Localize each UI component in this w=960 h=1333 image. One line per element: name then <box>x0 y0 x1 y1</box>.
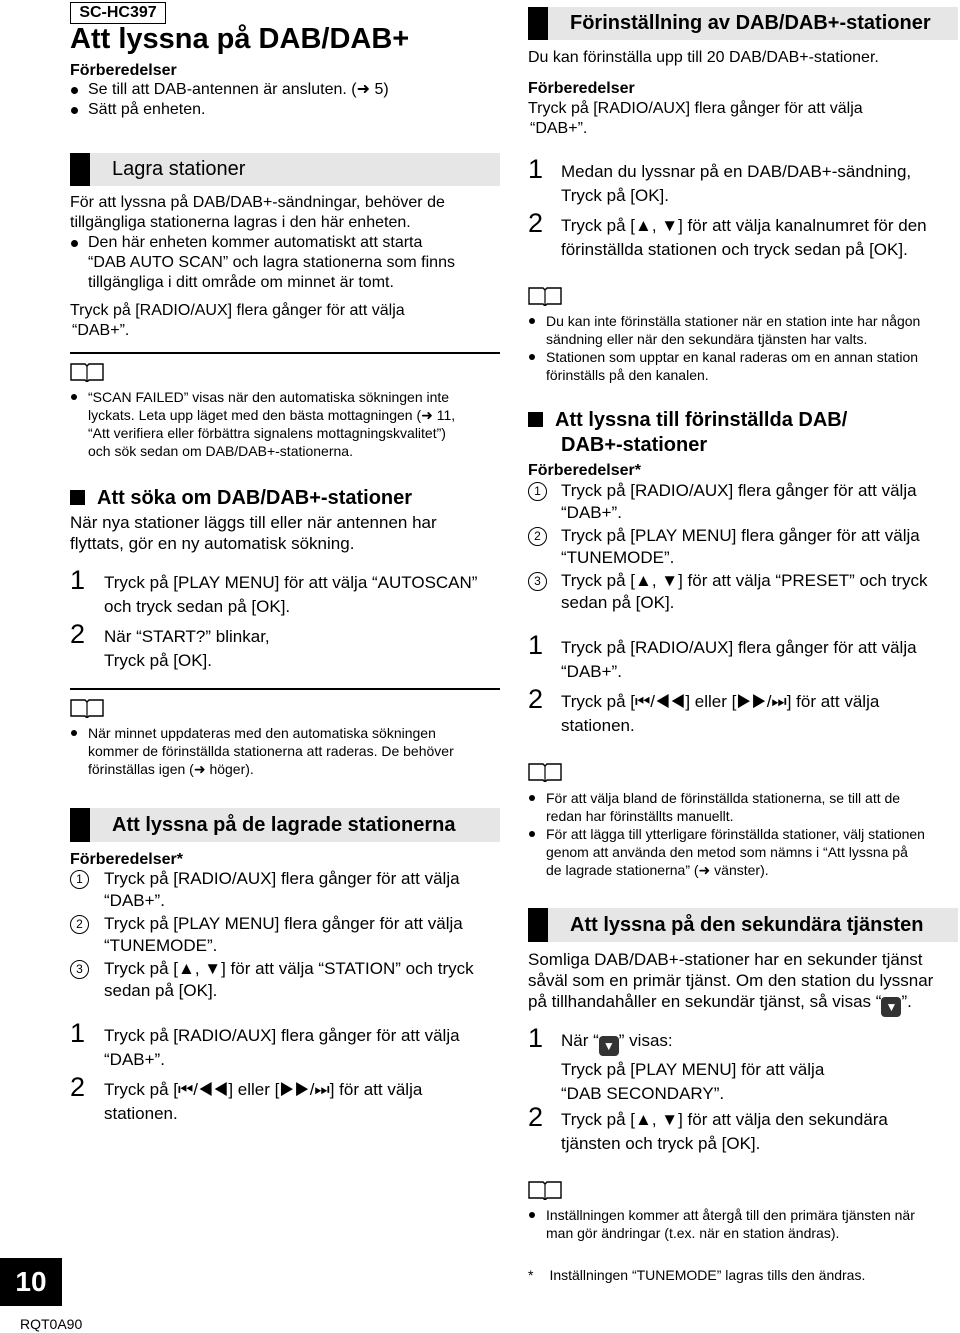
note-book-icon <box>528 286 562 306</box>
step-text: Tryck på [RADIO/AUX] flera gånger för att välja “DAB+”. <box>561 638 917 681</box>
square-bullet-icon <box>70 490 85 505</box>
prep-title: Förberedelser* <box>70 851 183 868</box>
text-line: flyttats, gör en ny automatisk sökning. <box>70 534 355 553</box>
step-number: 2 <box>70 1072 86 1102</box>
step-text: Tryck på [⏮/◀◀] eller [▶▶/⏭] för att välja stationen. <box>104 1080 423 1123</box>
forinst-intro: Du kan förinställa upp till 20 DAB/DAB+-stationer. Förberedelser Tryck på [RADIO/AUX] flera gånger för att välja “DAB+”. <box>528 49 879 137</box>
note-book-icon <box>528 762 562 782</box>
text-line: “DAB+”. <box>72 322 130 339</box>
text-line: För att lyssna på DAB/DAB+-sändningar, behöver de <box>70 194 445 211</box>
section-header-lagrade: Att lyssna på de lagrade stationerna <box>70 808 500 842</box>
circled-number: 3 <box>70 960 89 979</box>
section-header-forinstallning: Förinställning av DAB/DAB+-stationer <box>528 7 958 40</box>
circled-number: 1 <box>528 482 547 501</box>
forinst-note: Du kan inte förinställa stationer när en station inte har någon sändning eller när den sekundära tjänsten har valts. Stationen som upptar en kanal raderas om en annan station förinställs på den kanalen. <box>528 312 958 384</box>
lyssna-forinst-note: För att välja bland de förinställda stationerna, se till att de redan har förinställts manuellt. För att lägga till ytterligare förinställda stationer, välj stationen genom att använda den metod som nämns i “Att lyssna på de lagrade stationerna” (➜ vänster). <box>528 789 958 879</box>
prep-title: Förberedelser <box>70 62 177 79</box>
step-text: Tryck på [▲, ▼] för att välja den sekundära tjänsten och tryck på [OK]. <box>561 1110 888 1153</box>
text-line: lyckats. Leta upp läget med den bästa mottagningen (➜ 11, <box>88 407 456 423</box>
step-text: Medan du lyssnar på en DAB/DAB+-sändning, Tryck på [OK]. <box>561 162 912 205</box>
circled-steps: 1 Tryck på [RADIO/AUX] flera gånger för att välja “DAB+”. 2 Tryck på [PLAY MENU] flera gånger för att välja “TUNEMODE”. 3 Tryck på [▲, ▼] för att välja “PRESET” och tryck sedan på [OK]. <box>528 480 958 615</box>
step-number: 1 <box>528 630 544 660</box>
step-text: När “START?” blinkar, Tryck på [OK]. <box>104 627 270 670</box>
subsection-title-lyssna-forinst: Att lyssna till förinställda DAB/ DAB+-stationer <box>528 408 847 458</box>
section-header-lagra: Lagra stationer <box>70 153 500 186</box>
note-book-icon <box>70 362 104 382</box>
divider <box>70 688 500 690</box>
step-number: 2 <box>528 684 544 714</box>
sok-note <box>70 724 500 778</box>
step-number: 1 <box>528 154 544 184</box>
sekundara-intro: Somliga DAB/DAB+-stationer har en sekunder tjänst såväl som en primär tjänst. Om den station du lyssnar på tillhandahåller en sekundär tjänst, så visas “ ▼ ”. <box>528 949 958 1017</box>
step-text: Tryck på [PLAY MENU] för att välja “AUTOSCAN” och tryck sedan på [OK]. <box>104 573 478 616</box>
secondary-service-icon: ▼ <box>881 997 901 1017</box>
step-number: 1 <box>70 1018 86 1048</box>
divider <box>70 352 500 354</box>
step-text: Tryck på [▲, ▼] för att välja kanalnumret för den förinställda stationen och tryck sedan på [OK]. <box>561 216 927 259</box>
circled-number: 2 <box>528 527 547 546</box>
list-item: Sätt på enheten. <box>70 100 500 120</box>
circled-number: 2 <box>70 915 89 934</box>
model-badge: SC-HC397 <box>70 2 166 24</box>
text-line: tillgängliga stationerna lagras i den här enheten. <box>70 214 411 231</box>
step-number: 2 <box>528 1102 544 1132</box>
circled-number: 1 <box>70 870 89 889</box>
lagra-note <box>70 388 500 460</box>
step-number: 1 <box>70 565 86 595</box>
list-item: “SCAN FAILED” visas när den automatiska sökningen inte <box>70 388 500 406</box>
subsection-title-sok: Att söka om DAB/DAB+-stationer <box>70 486 412 510</box>
sok-intro <box>70 512 500 554</box>
text-line: och sök sedan om DAB/DAB+-stationerna. <box>88 443 353 459</box>
circled-number: 3 <box>528 572 547 591</box>
step-text: Tryck på [RADIO/AUX] flera gånger för att välja “DAB+”. <box>104 1026 460 1069</box>
square-bullet-icon <box>528 412 543 427</box>
footnote: * Inställningen “TUNEMODE” lagras tills den ändras. <box>528 1267 866 1283</box>
prep-title: Förberedelser* <box>528 462 641 479</box>
page-title: Att lyssna på DAB/DAB+ <box>70 23 410 55</box>
text-line: tillgängliga i ditt område om minnet är tomt. <box>88 274 394 291</box>
text-line: kommer de förinställda stationerna att raderas. De behöver <box>88 743 454 759</box>
doc-code: RQT0A90 <box>20 1316 83 1332</box>
section-header-sekundara: Att lyssna på den sekundära tjänsten <box>528 908 958 942</box>
text-line: “DAB AUTO SCAN” och lagra stationerna som finns <box>88 254 455 271</box>
list-item: När minnet uppdateras med den automatiska sökningen <box>70 724 500 742</box>
circled-steps: 1 Tryck på [RADIO/AUX] flera gånger för att välja “DAB+”. 2 Tryck på [PLAY MENU] flera gånger för att välja “TUNEMODE”. 3 Tryck på [▲, ▼] för att välja “STATION” och tryck sedan på [OK]. <box>70 868 510 1003</box>
lagra-body <box>70 193 500 341</box>
step-number: 2 <box>70 619 86 649</box>
list-item: Den här enheten kommer automatiskt att starta <box>70 233 500 253</box>
text-line: När nya stationer läggs till eller när antennen har <box>70 513 437 532</box>
prep-list <box>70 80 500 120</box>
sekundara-note: Inställningen kommer att återgå till den primära tjänsten när man gör ändringar (t.ex. när en station ändras). <box>528 1206 958 1242</box>
page-number: 10 <box>0 1258 62 1306</box>
step-text: Tryck på [⏮/◀◀] eller [▶▶/⏭] för att välja stationen. <box>561 692 880 735</box>
text-line: Tryck på [RADIO/AUX] flera gånger för att välja <box>70 302 405 319</box>
note-book-icon <box>70 698 104 718</box>
step-number: 1 <box>528 1023 544 1053</box>
note-book-icon <box>528 1180 562 1200</box>
list-item: Se till att DAB-antennen är ansluten. (➜ 5) <box>70 80 500 100</box>
secondary-service-icon: ▼ <box>599 1036 619 1056</box>
step-number: 2 <box>528 208 544 238</box>
text-line: “Att verifiera eller förbättra signalens mottagningskvalitet”) <box>88 425 446 441</box>
text-line: förinställas igen (➜ höger). <box>88 761 254 777</box>
step-text: När “ ▼ ” visas: Tryck på [PLAY MENU] för att välja “DAB SECONDARY”. <box>561 1031 825 1103</box>
